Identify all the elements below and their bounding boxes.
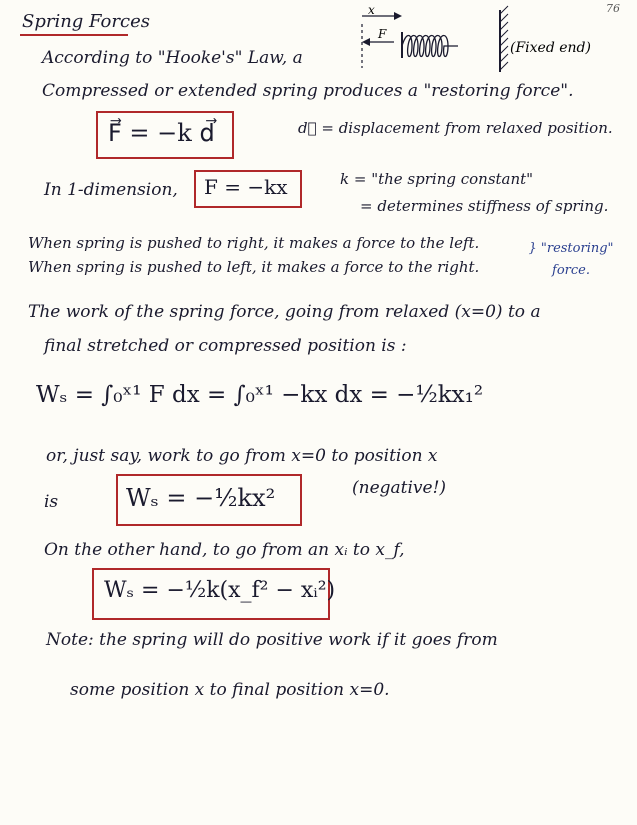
k-definition-2: = determines stiffness of spring. (360, 197, 609, 215)
work-line-1: The work of the spring force, going from relaxed (x=0) to a (28, 302, 541, 322)
force-label: F (378, 27, 387, 41)
is-label: is (44, 492, 59, 512)
hooke-line-2: Compressed or extended spring produces a "restoring force". (42, 81, 574, 101)
spring-diagram (340, 2, 600, 74)
hooke-line-1: According to "Hooke's" Law, a (42, 48, 303, 68)
note-line-1: Note: the spring will do positive work if it goes from (46, 630, 498, 650)
note-line-2: some position x to final position x=0. (70, 680, 390, 700)
x-label: x (368, 3, 375, 17)
fixed-end-label: (Fixed end) (510, 40, 591, 56)
push-right-line: When spring is pushed to right, it makes a force to the left. (28, 234, 480, 252)
hooke-1d-equation: F = −kx (204, 175, 288, 199)
other-hand-line: On the other hand, to go from an xᵢ to x_f, (44, 540, 405, 560)
work-general-equation: Wₛ = −½k(x_f² − xᵢ²) (104, 578, 336, 603)
negative-note: (negative!) (352, 478, 447, 498)
page-title: Spring Forces (22, 11, 150, 32)
spring-coil (402, 36, 458, 57)
work-integral-equation: Wₛ = ∫₀ˣ¹ F dx = ∫₀ˣ¹ −kx dx = −½kx₁² (36, 382, 484, 408)
work-simple-equation: Wₛ = −½kx² (126, 484, 276, 512)
one-dimension-label: In 1-dimension, (44, 180, 178, 200)
title-underline (20, 34, 128, 36)
k-definition-1: k = "the spring constant" (340, 170, 534, 188)
wall-hatching (500, 6, 508, 70)
displacement-note: d⃗ = displacement from relaxed position. (298, 119, 613, 137)
hooke-vector-equation: F⃗ = −k d⃗ (108, 119, 215, 147)
or-just-say-line: or, just say, work to go from x=0 to position x (46, 446, 438, 466)
page-number: 76 (606, 2, 620, 15)
push-left-line: When spring is pushed to left, it makes a force to the right. (28, 258, 480, 276)
work-line-2: final stretched or compressed position is : (44, 336, 407, 356)
restoring-note: } "restoring" force. (528, 241, 614, 278)
